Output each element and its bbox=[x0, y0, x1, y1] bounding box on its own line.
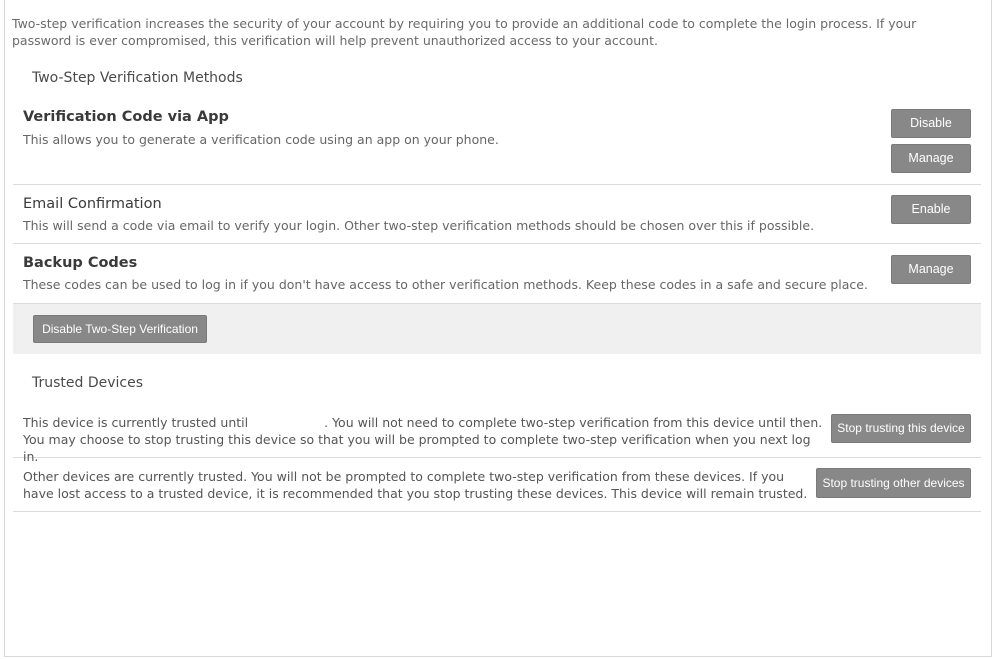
redacted-date bbox=[248, 418, 324, 430]
method-title-app: Verification Code via App bbox=[23, 109, 229, 125]
manage-backup-button[interactable]: Manage bbox=[891, 255, 971, 284]
disable-app-button[interactable]: Disable bbox=[891, 109, 971, 138]
disable-two-step-button[interactable]: Disable Two-Step Verification bbox=[33, 315, 207, 343]
method-title-backup: Backup Codes bbox=[23, 255, 138, 271]
trusted-other-devices-text: Other devices are currently trusted. You will not be prompted to complete two-step verification from these devices. If you have lost access to a trusted device, it is recommended that you stop trusting these devices. This device will remain trusted. bbox=[23, 469, 808, 501]
stop-trusting-this-device-button[interactable]: Stop trusting this device bbox=[831, 414, 971, 443]
trusted-other-devices-row bbox=[13, 458, 981, 512]
manage-app-button[interactable]: Manage bbox=[891, 144, 971, 173]
method-row-app bbox=[13, 100, 981, 185]
trusted-this-device-text-pre: This device is currently trusted until bbox=[23, 415, 249, 430]
methods-section-title: Two-Step Verification Methods bbox=[32, 70, 243, 86]
method-title-email: Email Confirmation bbox=[23, 196, 162, 212]
intro-text: Two-step verification increases the security of your account by requiring you to provide an additional code to complete the login process. If your password is ever compromised, this verification will help prevent unauthorized access to your account. bbox=[12, 16, 917, 48]
trusted-this-device-text-post: . You will not need to complete two-step verification from this device until then. You may choose to stop trusting this device so that you will be prompted to complete two-step verification when you next log in. bbox=[23, 415, 823, 464]
methods-footer-bar bbox=[13, 304, 981, 354]
trusted-section-title: Trusted Devices bbox=[32, 375, 144, 391]
stop-trusting-other-devices-button[interactable]: Stop trusting other devices bbox=[816, 468, 971, 498]
method-row-backup bbox=[13, 244, 981, 304]
method-desc-email: This will send a code via email to verify your login. Other two-step verification methods should be chosen over this if possible. bbox=[23, 218, 815, 233]
trusted-this-device-row bbox=[13, 405, 981, 464]
method-desc-backup: These codes can be used to log in if you don't have access to other verification methods. Keep these codes in a safe and secure place. bbox=[23, 277, 868, 292]
enable-email-button[interactable]: Enable bbox=[891, 195, 971, 224]
method-desc-app: This allows you to generate a verification code using an app on your phone. bbox=[23, 132, 499, 147]
method-row-email bbox=[13, 185, 981, 244]
